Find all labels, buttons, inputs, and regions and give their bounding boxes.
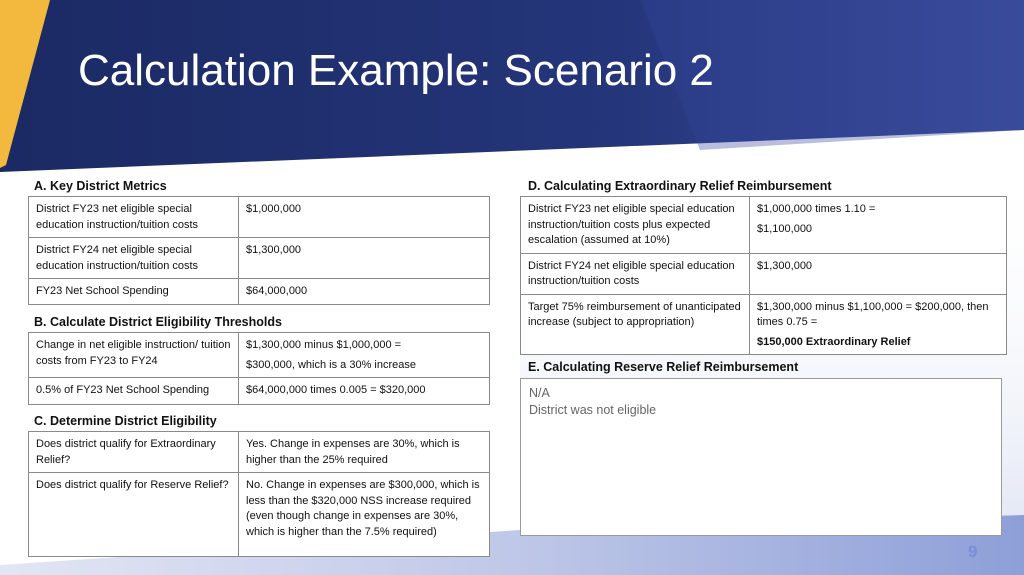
table-cell-label: Does district qualify for Extraordinary Relief? xyxy=(29,432,239,473)
table-row xyxy=(29,473,490,557)
table-cell-value: $64,000,000 xyxy=(239,279,490,305)
value-line: $1,000,000 times 1.10 = xyxy=(757,203,876,215)
section-a-heading: A. Key District Metrics xyxy=(34,179,167,193)
table-cell-value: $1,300,000 xyxy=(750,253,1007,294)
section-d-heading: D. Calculating Extraordinary Relief Reimbursement xyxy=(528,179,832,193)
table-row xyxy=(29,279,490,305)
section-b-heading: B. Calculate District Eligibility Thresholds xyxy=(34,315,282,329)
section-e-heading: E. Calculating Reserve Relief Reimbursement xyxy=(528,360,799,374)
table-row xyxy=(29,238,490,279)
key-metrics-table xyxy=(28,196,490,305)
table-row xyxy=(521,253,1007,294)
table-cell-label: Change in net eligible instruction/ tuition costs from FY23 to FY24 xyxy=(29,333,239,378)
table-cell-value: No. Change in expenses are $300,000, which is less than the $320,000 NSS increase required (even though change in expenses are 30%, which is higher than the 7.5% required) xyxy=(239,473,490,557)
table-cell-label: FY23 Net School Spending xyxy=(29,279,239,305)
table-cell-value xyxy=(750,294,1007,355)
table-cell-value: $64,000,000 times 0.005 = $320,000 xyxy=(239,378,490,405)
value-line: $1,300,000 minus $1,100,000 = $200,000, then times 0.75 = xyxy=(757,300,989,328)
extraordinary-relief-amount: $150,000 Extraordinary Relief xyxy=(757,335,911,348)
table-cell-value xyxy=(239,333,490,378)
table-cell-label: Does district qualify for Reserve Relief? xyxy=(29,473,239,557)
value-line: $300,000, which is a 30% increase xyxy=(246,358,416,371)
page-number: 9 xyxy=(968,542,978,561)
table-cell-value xyxy=(750,197,1007,254)
table-row xyxy=(29,378,490,405)
reserve-relief-status: N/A xyxy=(529,386,550,400)
value-line: $1,100,000 xyxy=(757,222,813,235)
table-cell-label: District FY24 net eligible special education instruction/tuition costs xyxy=(29,238,239,279)
table-row xyxy=(521,294,1007,355)
table-cell-label: District FY23 net eligible special education instruction/tuition costs xyxy=(29,197,239,238)
table-cell-value: Yes. Change in expenses are 30%, which is higher than the 25% required xyxy=(239,432,490,473)
slide-title: Calculation Example: Scenario 2 xyxy=(78,46,714,95)
eligibility-thresholds-table xyxy=(28,332,490,405)
reserve-relief-box xyxy=(520,378,1002,536)
table-cell-value: $1,000,000 xyxy=(239,197,490,238)
table-row xyxy=(521,197,1007,254)
reserve-relief-note: District was not eligible xyxy=(529,403,657,417)
table-row xyxy=(29,432,490,473)
district-eligibility-table xyxy=(28,431,490,557)
extraordinary-relief-table xyxy=(520,196,1007,355)
section-c-heading: C. Determine District Eligibility xyxy=(34,414,217,428)
table-cell-value: $1,300,000 xyxy=(239,238,490,279)
table-cell-label: District FY24 net eligible special education instruction/tuition costs xyxy=(521,253,750,294)
table-cell-label: Target 75% reimbursement of unanticipated increase (subject to appropriation) xyxy=(521,294,750,355)
table-row xyxy=(29,197,490,238)
table-cell-label: 0.5% of FY23 Net School Spending xyxy=(29,378,239,405)
table-cell-label: District FY23 net eligible special education instruction/tuition costs plus expected escalation (assumed at 10%) xyxy=(521,197,750,254)
table-row xyxy=(29,333,490,378)
value-line: $1,300,000 minus $1,000,000 = xyxy=(246,339,402,351)
